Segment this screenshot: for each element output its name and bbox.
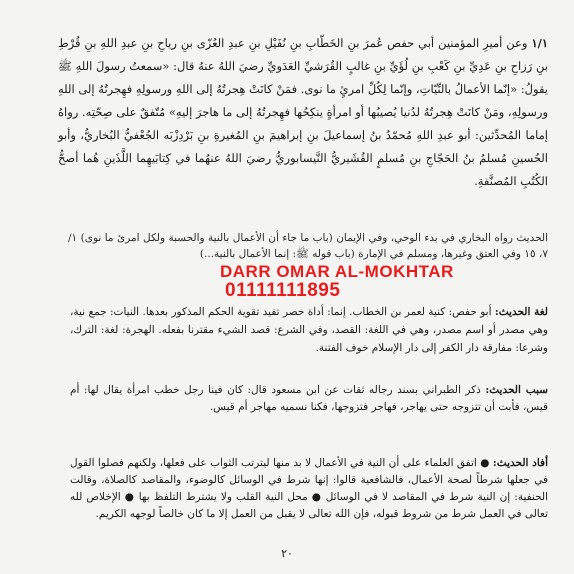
watermark-phone: 01111111895	[225, 280, 341, 301]
faida-section	[70, 455, 548, 523]
hadith-body: وعن أميرِ المؤمنين أبي حفص عُمرَ بنِ الخَطّابِ بنِ نُفَيْلِ بنِ عبدِ العُزّى بنِ رياحِ بنِ عبدِ اللهِ بنِ قُرْطِ بنِ رَزاحِ بنِ عَدِيِّ بنِ كَعْبِ بنِ لُؤَيِّ بنِ غالبٍ القُرَشيِّ العَدَويِّ رضيَ اللهُ عنهُ قال: «سمعتُ رسولَ اللهِ ﷺ يقولُ: «إنّما الأعمالُ بالنِّيّاتِ، وإنّما لِكُلِّ امرئٍ ما نوى. فمَنْ كانَتْ هِجرتُهُ إلى اللهِ ورسولِهِ فهِجرتُهُ إلى اللهِ ورسولِهِ، ومَنْ كانَتْ هِجرتُهُ لدُنيا يُصيبُها أو امرأةٍ ينكِحُها فهِجرتُهُ إلى ما هاجرَ إليهِ» مُتّفقٌ على صِحّتِه. رواهُ إماما المُحدِّثين: أبو عبدِ اللهِ مُحمّدُ بنُ إسماعيلَ بنِ إبراهيمَ بنِ المُغيرةِ بنِ بَرْدِزْبَه الجُعْفيُّ البُخاريُّ، وأبو الحُسينِ مُسلمُ بنُ الحَجّاجِ بنِ مُسلمٍ القُشَيريُّ النَّيسابوريُّ رضيَ اللهُ عنهُما في كِتابَيهِما اللَّذَينِ هُما أصحُّ الكُتُبِ المُصنَّفةِ.	[58, 36, 548, 188]
faida-heading: أفاد الحديث:	[492, 457, 548, 469]
sabab-text: ذكر الطبراني بسند رجاله ثقات عن ابن مسعود قال: كان فينا رجل خطب امرأة يقال لها: أم قيس، فأبت أن تتزوجه حتى يهاجر، فهاجر فتزوجها، فكنا نسميه مهاجر أم قيس.	[70, 384, 548, 413]
takhrij-paragraph: الحديث رواه البخاري في بدء الوحي، وفي الإيمان (باب ما جاء أن الأعمال بالنية والحسبة ولكل امرئ ما نوى) ١/ ٧، ١٥ وفي العتق وغيرها، ومسلم في الإمارة (باب قوله ﷺ: إنما الأعمال بالنية...)	[68, 232, 548, 260]
lugha-heading: لغة الحديث:	[494, 306, 548, 318]
faida-text: ● اتفق العلماء على أن النية في الأعمال لا بد منها ليترتب الثواب على فعلها، ولكنهم فصلوا القول في جعلها شرطاً لصحة الأعمال، فالشافعية قالوا: إنها شرط في الوسائل كالوضوء، والمقاصد كالصلاة، وقالت الحنفية: إن النية شرط في المقاصد لا في الوسائل ● محل النية القلب ولا يشترط التلفظ بها ● الإخلاص لله تعالى في العمل شرط من شروط قبوله، فإن الله تعالى لا يقبل من العمل إلا ما كان خالصاً لوجهه الكريم.	[70, 457, 548, 520]
sabab-section	[70, 382, 548, 416]
sabab-heading: سبب الحديث:	[485, 384, 548, 396]
lugha-section	[70, 303, 548, 357]
watermark-store-name: DARR OMAR AL-MOKHTAR	[220, 262, 454, 281]
lugha-text: أبو حفص: كنية لعمر بن الخطاب. إنما: أداة حصر تفيد تقوية الحكم المذكور بعدها. النيات: جمع نية، وهي مصدر أو اسم مصدر، وهي في اللغة: القصد، وفي الشرع: قصد الشيء مقترنا بفعله. الهجرة: لغة: الترك، وشرعا: مفارقة دار الكفر إلى دار الإسلام خوف الفتنة.	[70, 306, 548, 354]
page-number: ٢٠	[281, 547, 293, 560]
hadith-number: ١/١	[531, 36, 549, 50]
hadith-text	[58, 32, 548, 193]
